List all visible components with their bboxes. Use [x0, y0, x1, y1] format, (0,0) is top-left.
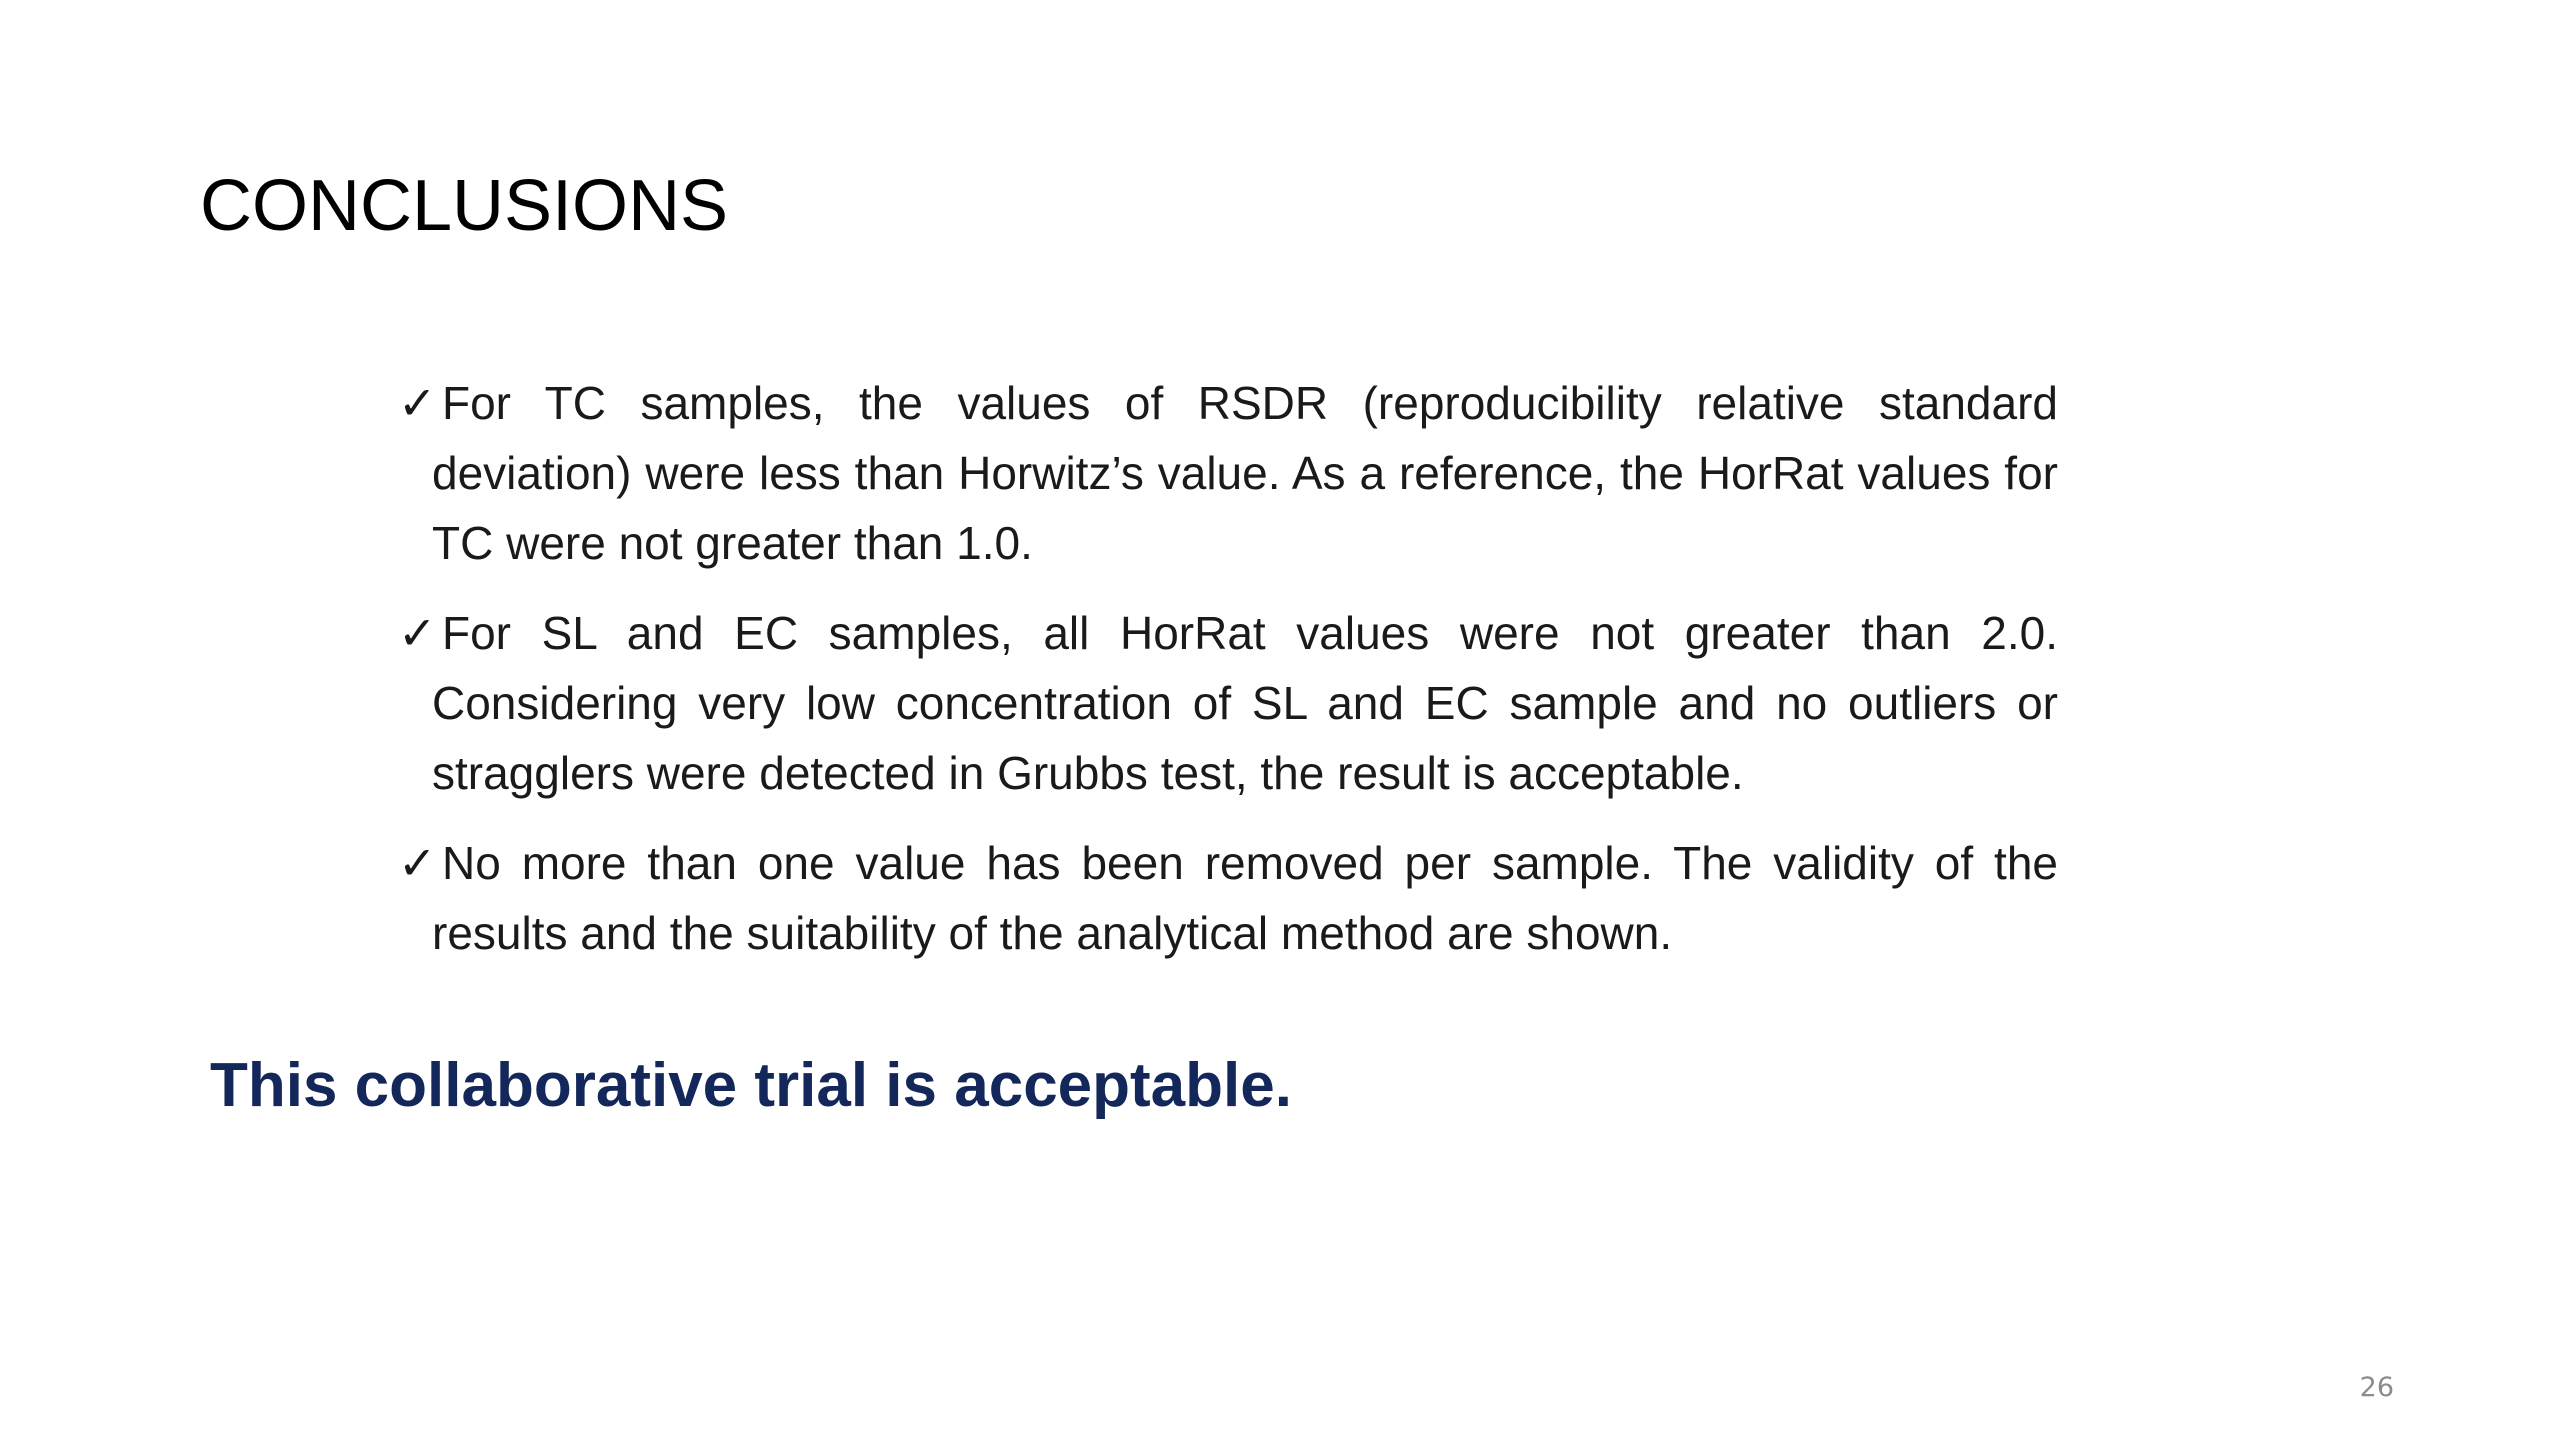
- bullet-list: [398, 368, 2058, 988]
- bullet-text: For TC samples, the values of RSDR (reproducibility relative standard deviation) were less than Horwitz’s value. As a reference, the HorRat values for TC were not greater than 1.0.: [432, 377, 2058, 569]
- page-number: 26: [2359, 1372, 2394, 1403]
- bullet-item: [398, 598, 2058, 808]
- check-mark-icon: ✓: [398, 376, 437, 430]
- bullet-text: No more than one value has been removed per sample. The validity of the results and the suitability of the analytical method are shown.: [432, 837, 2058, 959]
- bullet-text: For SL and EC samples, all HorRat values were not greater than 2.0. Considering very low concentration of SL and EC sample and no outliers or stragglers were detected in Grubbs test, the result is acceptable.: [432, 607, 2058, 799]
- check-mark-icon: ✓: [398, 836, 437, 890]
- conclusion-statement: This collaborative trial is acceptable.: [210, 1051, 1292, 1120]
- check-mark-icon: ✓: [398, 606, 437, 660]
- bullet-item: [398, 368, 2058, 578]
- slide-title: CONCLUSIONS: [200, 166, 729, 246]
- bullet-item: [398, 828, 2058, 968]
